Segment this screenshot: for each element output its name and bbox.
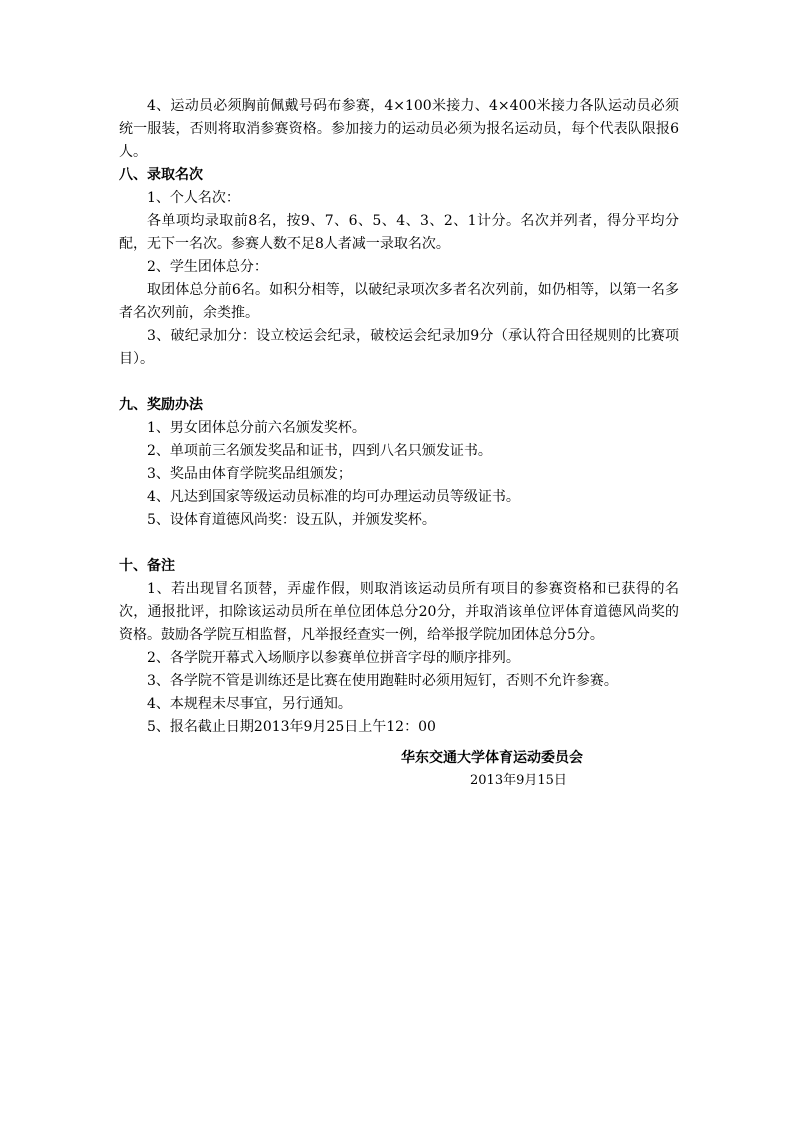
note-item: 1、若出现冒名顶替，弄虚作假，则取消该运动员所有项目的参赛资格和已获得的名次，通报批评，扣除该运动员所在单位团体总分20分，并取消该单位评体育道德风尚奖的资格。鼓励各学院互相监督，凡举报经查实一例，给举报学院加团体总分5分。	[119, 581, 679, 643]
section-heading-8: 八、录取名次	[119, 167, 203, 183]
signature-organization: 华东交通大学体育运动委员会	[401, 750, 583, 766]
document-page	[119, 95, 679, 792]
award-item: 1、男女团体总分前六名颁发奖杯。	[147, 420, 366, 436]
signature-date: 2013年9月15日	[470, 773, 567, 788]
award-item: 4、凡达到国家等级运动员标准的均可办理运动员等级证书。	[147, 489, 520, 505]
ranking-item-2-body: 取团体总分前6名。如积分相等，以破纪录项次多者名次列前，如仍相等，以第一名多者名次列前，余类推。	[119, 282, 679, 321]
ranking-item-1-title: 1、个人名次：	[147, 190, 240, 206]
note-item: 2、各学院开幕式入场顺序以参赛单位拼音字母的顺序排列。	[147, 650, 520, 666]
award-item: 3、奖品由体育学院奖品组颁发；	[147, 466, 352, 482]
note-item: 4、本规程未尽事宜，另行通知。	[147, 696, 352, 712]
ranking-item-1-body: 各单项均录取前8名，按9、7、6、5、4、3、2、1计分。名次并列者，得分平均分配，无下一名次。参赛人数不足8人者减一录取名次。	[119, 213, 679, 252]
section-heading-9: 九、奖励办法	[119, 397, 203, 413]
award-item: 5、设体育道德风尚奖：设五队，并颁发奖杯。	[147, 512, 436, 528]
section-heading-10: 十、备注	[119, 558, 175, 574]
ranking-item-2-title: 2、学生团体总分：	[147, 259, 268, 275]
award-item: 2、单项前三名颁发奖品和证书，四到八名只颁发证书。	[147, 443, 492, 459]
note-item: 3、各学院不管是训练还是比赛在使用跑鞋时必须用短钉，否则不允许参赛。	[147, 673, 618, 689]
ranking-item-3: 3、破纪录加分：设立校运会纪录，破校运会纪录加9分（承认符合田径规则的比赛项目）。	[119, 328, 679, 367]
rule-item-4: 4、运动员必须胸前佩戴号码布参赛，4×100米接力、4×400米接力各队运动员必须统一服装，否则将取消参赛资格。参加接力的运动员必须为报名运动员，每个代表队限报6人。	[119, 98, 679, 160]
note-item: 5、报名截止日期2013年9月25日上午12：00	[147, 719, 436, 735]
spacer	[119, 532, 679, 555]
spacer	[119, 371, 679, 394]
